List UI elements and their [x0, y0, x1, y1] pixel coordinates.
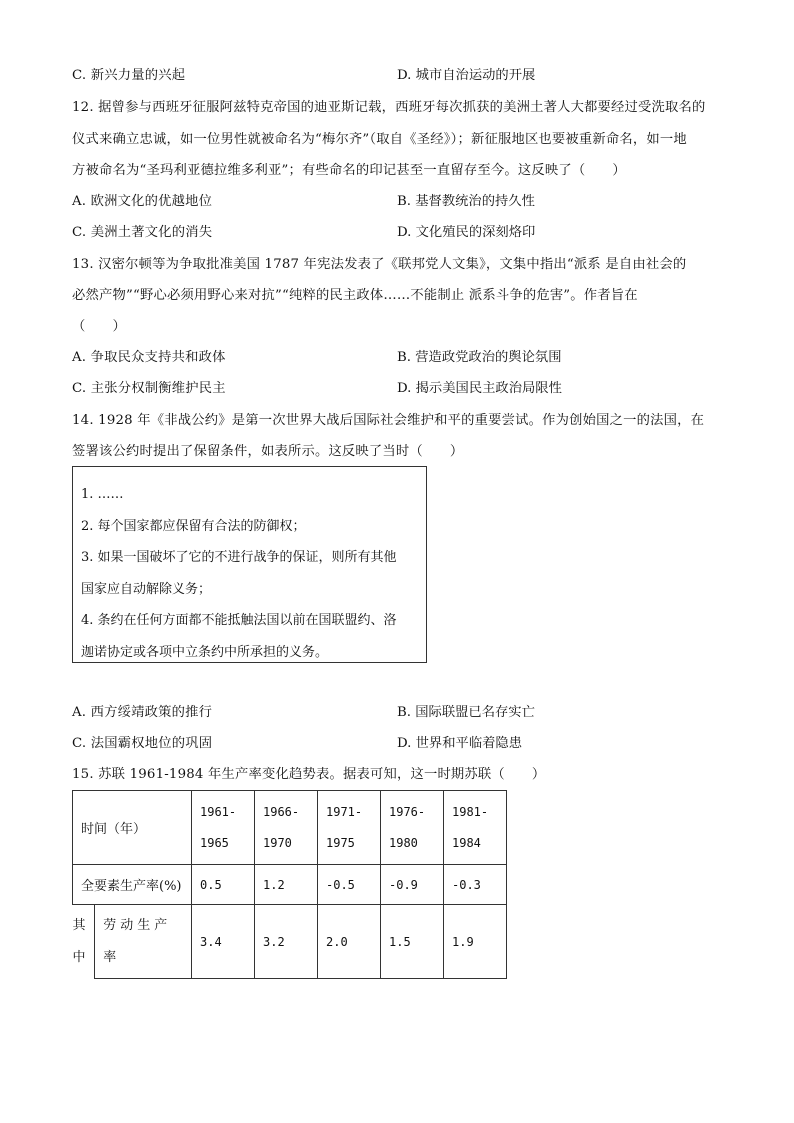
table-period: [318, 791, 381, 865]
of-which-char: 中: [72, 949, 86, 965]
quote-line: 3. 如果一国破坏了它的不进行战争的保证，则所有其他: [81, 550, 397, 565]
q12-stem-line-2: 仪式来确立忠诚，如一位男性就被命名为“梅尔齐”（取自《圣经》）；新征服地区也要被重新命名，如一地: [72, 132, 687, 147]
q13-stem-line-3: （ ）: [72, 319, 126, 334]
quote-line: 1. ……: [81, 487, 124, 502]
q14-option-b: B. 国际联盟已名存实亡: [397, 705, 535, 720]
q14-reservation-box: [72, 466, 427, 663]
q11-option-d: D. 城市自治运动的开展: [397, 68, 536, 83]
table-row: [73, 905, 507, 979]
q13-option-b: B. 营造政党政治的舆论氛围: [397, 350, 562, 365]
of-which-label: [73, 905, 95, 979]
label-line: 率: [103, 949, 121, 965]
period-start: 1961-: [200, 804, 237, 819]
q13-option-d: D. 揭示美国民主政治局限性: [397, 381, 562, 396]
period-end: 1965: [200, 835, 229, 850]
table-cell: 3.4: [192, 905, 255, 979]
table-cell: 1.9: [444, 905, 507, 979]
period-start: 1971-: [326, 804, 363, 819]
productivity-table: [72, 790, 507, 979]
q13-stem-line-1: 13. 汉密尔顿等为争取批准美国 1787 年宪法发表了《联邦党人文集》，文集中指出“派系 是自由社会的: [72, 257, 687, 272]
table-cell: -0.9: [381, 865, 444, 905]
q14-option-d: D. 世界和平临着隐患: [397, 736, 523, 751]
table-cell: 0.5: [192, 865, 255, 905]
table-cell: 1.2: [255, 865, 318, 905]
q12-stem-line-1: 12. 据曾参与西班牙征服阿兹特克帝国的迪亚斯记载，西班牙每次抓获的美洲土著人大都要经过受洗取名的: [72, 100, 706, 115]
table-period: [444, 791, 507, 865]
q12-option-d: D. 文化殖民的深刻烙印: [397, 225, 536, 240]
quote-line: 2. 每个国家都应保留有合法的防御权；: [81, 518, 306, 534]
q12-option-b: B. 基督教统治的持久性: [397, 194, 535, 209]
period-start: 1981-: [452, 804, 489, 819]
table-header-label: 时间（年）: [73, 791, 192, 865]
table-cell: 2.0: [318, 905, 381, 979]
period-start: 1976-: [389, 804, 426, 819]
q14-stem-line-1: 14. 1928 年《非战公约》是第一次世界大战后国际社会维护和平的重要尝试。作为创始国之一的法国，在: [72, 413, 705, 428]
table-row: [73, 791, 507, 865]
table-row: [73, 865, 507, 905]
table-period: [255, 791, 318, 865]
period-end: 1980: [389, 835, 418, 850]
period-end: 1975: [326, 835, 355, 850]
q14-option-c: C. 法国霸权地位的巩固: [72, 736, 213, 751]
tfp-label: 全要素生产率(%): [73, 865, 192, 905]
quote-line: 迦诺协定或各项中立条约中所承担的义务。: [81, 644, 329, 660]
quote-line: 4. 条约在任何方面都不能抵触法国以前在国联盟约、洛: [81, 613, 397, 628]
q14-option-a: A. 西方绥靖政策的推行: [72, 705, 213, 720]
q12-option-c: C. 美洲土著文化的消失: [72, 225, 213, 240]
q14-stem-line-2: 签署该公约时提出了保留条件，如表所示。这反映了当时（ ）: [72, 444, 464, 459]
table-cell: -0.3: [444, 865, 507, 905]
q13-option-c: C. 主张分权制衡维护民主: [72, 381, 226, 396]
period-end: 1984: [452, 835, 481, 850]
table-period: [381, 791, 444, 865]
q12-option-a: A. 欧洲文化的优越地位: [72, 194, 213, 209]
q11-option-c: C. 新兴力量的兴起: [72, 68, 186, 83]
of-which-char: 其: [72, 917, 86, 933]
q13-option-a: A. 争取民众支持共和政体: [72, 350, 226, 365]
table-cell: 1.5: [381, 905, 444, 979]
period-start: 1966-: [263, 804, 300, 819]
quote-line: 国家应自动解除义务；: [81, 581, 212, 597]
table-period: [192, 791, 255, 865]
q15-stem: 15. 苏联 1961-1984 年生产率变化趋势表。据表可知，这一时期苏联（ ）: [72, 767, 546, 782]
table-cell: -0.5: [318, 865, 381, 905]
period-end: 1970: [263, 835, 292, 850]
label-line: 劳动生产: [103, 917, 172, 933]
q12-stem-line-3: 方被命名为“圣玛利亚德拉维多利亚”；有些命名的印记甚至一直留存至今。这反映了（ ）: [72, 163, 626, 178]
table-cell: 3.2: [255, 905, 318, 979]
q13-stem-line-2: 必然产物”“野心必须用野心来对抗”“纯粹的民主政体……不能制止 派系斗争的危害”。作者旨在: [72, 288, 638, 303]
labor-productivity-label: [95, 905, 192, 979]
